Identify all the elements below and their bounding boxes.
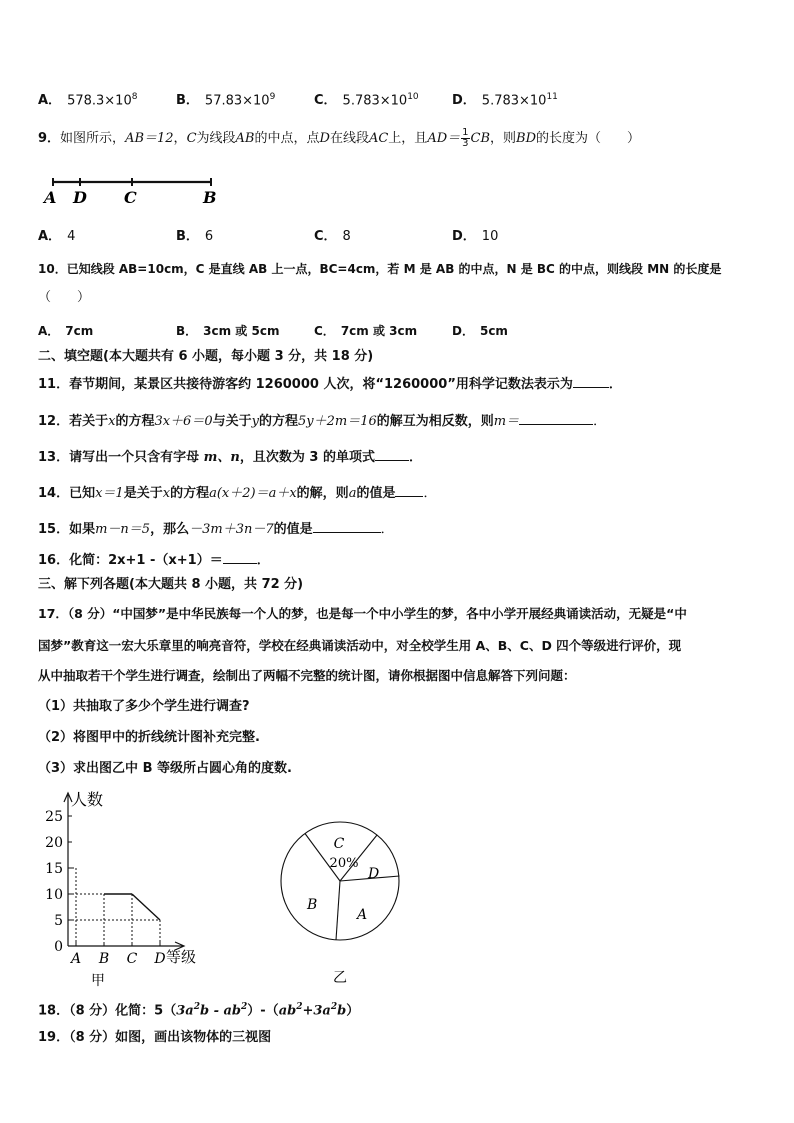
q10-option-b[interactable]: B． 3cm 或 5cm	[176, 324, 280, 338]
y-tick-label-5: 5	[54, 913, 63, 929]
y-tick-label-10: 10	[45, 887, 63, 903]
q17-stem-line2: 国梦”教育这一宏大乐章里的响亮音符，学校在经典诵读活动中，对全校学生用 A、B、C、D 四个等级进行评价，现	[38, 638, 682, 653]
y-tick-label-25: 25	[45, 809, 63, 825]
q17-stem-line3: 从中抽取若干个学生进行调查，绘制出了两幅不完整的统计图，请你根据图中信息解答下列问题：	[38, 668, 576, 683]
q11: 11．春节期间，某景区共接待游客约 1260000 人次，将“1260000”用科学记数法表示为 ．	[38, 374, 756, 394]
q8-option-a[interactable]: A． $578.3\times 10^8$	[38, 92, 138, 109]
y-tick-label-15: 15	[45, 861, 63, 877]
q15-answer-blank[interactable]	[313, 519, 381, 533]
q10-option-a[interactable]: A． 7cm	[38, 324, 94, 338]
chart-jia-line-chart	[28, 785, 218, 990]
x-axis-title: 等级	[166, 948, 197, 966]
q9-option-a[interactable]: A． 4	[38, 229, 76, 244]
chart-jia-caption: 甲	[91, 973, 105, 989]
pie-label-c-percent: 20%	[329, 856, 359, 871]
y-axis-title: 人数	[71, 790, 104, 809]
point-c-label: C	[124, 188, 137, 207]
q17-sub3: （3）求出图乙中 B 等级所占圆心角的度数.	[38, 761, 292, 776]
q9-stem: 9．如图所示，AB＝12，C为线段AB的中点，点D在线段AC上，且AD＝ $\frac{1}{3}$ CB，则BD的长度为（ ）	[38, 127, 641, 149]
y-tick-label-0: 0	[54, 939, 63, 955]
chart-yi-caption: 乙	[333, 970, 347, 986]
section-3-heading: 三、解下列各题(本大题共 8 小题，共 72 分)	[38, 577, 304, 592]
segment-C-D	[132, 894, 160, 920]
q14-answer-blank[interactable]	[395, 483, 423, 497]
q8-option-c[interactable]: C． $5.783\times 10^{10}$	[314, 92, 419, 109]
q19: 19．（8 分）如图，画出该物体的三视图	[38, 1030, 272, 1045]
point-a-label: A	[44, 188, 57, 207]
q10-stem-line1: 10．已知线段 AB=10cm，C 是直线 AB 上一点，BC=4cm，若 M 是 AB 的中点，N 是 BC 的中点，则线段 MN 的长度是	[38, 262, 722, 276]
q9-options	[38, 228, 756, 246]
x-tick-label-A: A	[70, 951, 82, 967]
q11-answer-blank[interactable]	[573, 374, 609, 388]
chart-jia-axes	[64, 793, 184, 950]
q9-option-b[interactable]: B． 6	[176, 229, 214, 244]
pie-label-a: A	[357, 907, 368, 923]
x-tick-label-D: D	[154, 951, 166, 967]
q9-option-c[interactable]: C． 8	[314, 229, 351, 244]
pie-label-c: C	[333, 836, 345, 852]
pie-label-d: D	[368, 866, 380, 882]
x-tick-label-C: C	[126, 951, 138, 967]
fraction-one-third: $\frac{1}{3}$	[462, 127, 469, 149]
section-2-heading: 二、填空题(本大题共有 6 小题，每小题 3 分，共 18 分)	[38, 349, 374, 364]
q16-answer-blank[interactable]	[223, 550, 257, 564]
q15: 15．如果m－n＝5，那么－3m＋3n－7的值是 ．	[38, 519, 756, 539]
point-b-label: B	[203, 188, 217, 207]
q17-sub1: （1）共抽取了多少个学生进行调查?	[38, 699, 250, 714]
q10-stem-line2: （ ）	[38, 290, 91, 305]
pie-label-b: B	[307, 897, 318, 913]
q9-segment-figure	[40, 172, 230, 208]
q16: 16．化简：2x+1 -（x+1）＝ ．	[38, 550, 756, 570]
point-d-label: D	[73, 188, 87, 207]
q14: 14．已知x＝1是关于x的方程a(x＋2)＝a＋x的解，则a的值是 ．	[38, 483, 756, 503]
q13: 13．请写出一个只含有字母 m、n，且次数为 3 的单项式 ．	[38, 447, 756, 467]
x-tick-label-B: B	[98, 951, 110, 967]
q9-option-d[interactable]: D． 10	[452, 229, 499, 244]
q10-option-c[interactable]: C． 7cm 或 3cm	[314, 324, 418, 338]
chart-yi-pie-chart	[275, 810, 415, 990]
q18: 18．（8 分）化简：$5(3a^2b - ab^2)-(ab^2+3a^2b)$	[38, 1002, 360, 1019]
q8-option-b[interactable]: B． $57.83\times 10^9$	[176, 92, 276, 109]
q17-sub2: （2）将图甲中的折线统计图补充完整.	[38, 730, 260, 745]
q12-answer-blank[interactable]	[519, 411, 593, 425]
q12: 12．若关于x的方程3x＋6＝0与关于y的方程5y＋2m＝16的解互为相反数，则m＝ ．	[38, 411, 756, 431]
y-tick-label-20: 20	[45, 835, 63, 851]
q8-options	[38, 88, 756, 110]
q8-option-d[interactable]: D． $5.783\times 10^{11}$	[452, 92, 558, 109]
pie-divider-a-b	[336, 881, 340, 940]
q10-option-d[interactable]: D． 5cm	[452, 324, 508, 338]
q13-answer-blank[interactable]	[375, 447, 409, 461]
q17-stem-line1: 17．（8 分）“中国梦”是中华民族每一个人的梦，也是每一个中小学生的梦，各中小学开展经典诵读活动，无疑是“中	[38, 606, 687, 621]
q10-options	[38, 322, 756, 340]
